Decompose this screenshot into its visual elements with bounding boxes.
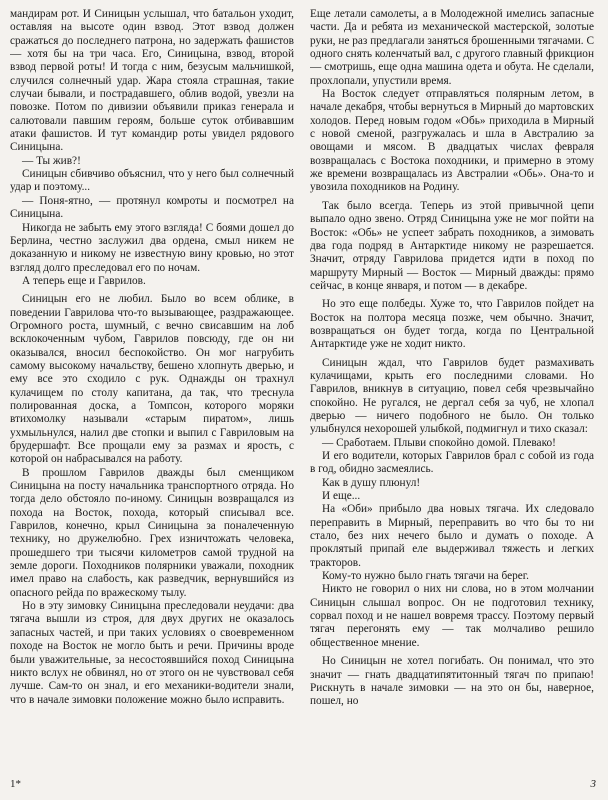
paragraph: На «Оби» прибыло два новых тягача. Их следовало переправить в Мирный, переправить во что бы то ни стало, без них нечего было и думать о походе. А проклятый припай еле выдерживал тяжесть и легких тракторов. — [310, 503, 594, 569]
paragraph: — Ты жив?! — [22, 154, 81, 167]
paragraph: Синицын ждал, что Гаврилов будет размахивать кулачищами, крыть его последними словами. Но Гаврилов, вникнув в ситуацию, повел себя чрезвычайно спокойно. Не ругался, не дергал себя за чуб, не хлопал дверью — ничего подобного не было. Он только улыбнулся нехорошей улыбкой, подмигнул и тихо сказал: — [310, 356, 594, 436]
paragraph: Так было всегда. Теперь из этой привычной цепи выпало одно звено. Отряд Синицына уже не мог пойти на Восток: «Обь» не успеет забрать походников, а зимовать два года подряд в Антарктиде никому не разрешается. Значит, отряду Гаврилова придется идти в поход по маршруту Мирный — Восток — Мирный дважды: прямо сейчас, в конце января, и потом — в декабре. — [310, 199, 594, 292]
paragraph: Синицын его не любил. Было во всем облике, в поведении Гаврилова что-то вызывающее, раздражающее. Огромного роста, шумный, с вечно свисавшим на лоб всклокоченным чубом, Гаврилов повсюду, где он ни оказывался, вносил беспокойство. Он мог нагрубить самому высокому начальству, бешено хлопнуть дверью, и ему все это сходило с рук. Однажды он трахнул кулачищем по столу капитана, да так, что треснула полированная доска, а Томпсон, которого моряки втихомолку называли «старым пиратом», лишь ухмыльнулся, налил две стопки и выпил с Гавриловым на брудершафт. Все прощали ему за размах и ярость, с которой он набрасывался на работу. — [10, 293, 294, 466]
paragraph: Синицын сбивчиво объяснил, что у него был солнечный удар и поэтому... — [10, 168, 294, 194]
paragraph: Но это еще полбеды. Хуже то, что Гаврилов пойдет на Восток на полтора месяца позже, чем обычно. Значит, возвращаться он будет тогда, когда по Центральной Антарктиде уже не ходит никто. — [310, 298, 594, 351]
magazine-page — [10, 8, 598, 788]
paragraph: На Восток следует отправляться полярным летом, в начале декабря, чтобы вернуться в Мирный до мартовских холодов. Перед новым годом «Обь» приходила в Мирный с новой сменой, разгружалась и шла в Австралию за овощами и мясом. В двадцатых числах февраля возвращалась с Востока походники, и примерно в этому же времени возвращалась из Австралии «Обь». Она-то и увозила походников на Родину. — [310, 88, 594, 194]
page-number: 3 — [590, 778, 596, 790]
left-column — [10, 8, 294, 776]
page-footer — [10, 778, 598, 794]
paragraph: А теперь еще и Гаврилов. — [22, 274, 146, 287]
paragraph: Но Синицын не хотел погибать. Он понимал, что это значит — гнать двадцатипятитонный тягач по припаю! Рискнуть в начале зимовки — на это он бы, наверное, пошел, но — [310, 655, 594, 708]
paragraph: Но в эту зимовку Синицына преследовали неудачи: два тягача вышли из строя, для двух других не оказалось запасных частей, и при таких условиях о своевременном походе на Восток не могло быть и речи. Причины вроде были уважительные, за несостоявшийся поход Синицына никто вслух не обвинял, но от этого он не чувствовал себя лучше. Сам-то он знал, и его механики-водители знали, что в начале зимовки положение можно было исправить. — [10, 600, 294, 706]
paragraph: Никогда не забыть ему этого взгляда! С боями дошел до Берлина, честно заслужил два ордена, смыл никем не доказанную и никому не известную вину кровью, но этот взгляд долго преследовал его по ночам. — [10, 221, 294, 274]
paragraph: — Поня-ятно, — протянул комроты и посмотрел на Синицына. — [10, 194, 294, 221]
paragraph: Никто не говорил о них ни слова, но в этом молчании Синицын слышал вопрос. Он не подготовил технику, сорвал поход и не нашел вовремя трассу. Поэтому первый тягач перегонять ему — так молчаливо решило общественное мнение. — [310, 583, 594, 649]
signature-mark: 1* — [10, 778, 21, 790]
paragraph: И его водители, которых Гаврилов брал с собой из года в год, обидно засмеялись. — [310, 450, 594, 476]
paragraph: Как в душу плюнул! — [322, 476, 421, 489]
paragraph: Кому-то нужно было гнать тягачи на берег. — [322, 570, 529, 583]
paragraph: — Сработаем. Плыви спокойно домой. Плевако! — [322, 436, 556, 449]
paragraph: мандирам рот. И Синицын услышал, что батальон уходит, оставляя на высоте один взвод. Этот взвод должен сражаться до последнего патрона, но задержать фашистов — хотя бы на три часа. Его, Синицына, взвод, второй взвод первой роты! И тогда с ним, безусым мальчишкой, случился солнечный удар. Жара стояла страшная, такие случаи бывали, и пострадавшего, облив водой, увезли на повозке. Потом по дивизии объявили приказ генерала и салютовали павшим героям, больше суток отбивавшим атаки фашистов. И тут командир роты увидел рядового Синицына. — [10, 8, 294, 154]
right-column — [310, 8, 594, 776]
paragraph: В прошлом Гаврилов дважды был сменщиком Синицына на посту начальника транспортного отряда. Но тогда дело обстояло по-иному. Синицын возвращался из похода на Восток, похода, который списывал все. Гаврилов, конечно, крыл Синицына за поналеченную технику, но дружелюбно. Грех изничтожать человека, прошедшего три тысячи километров самой трудной на земле дороги. Походников полярники уважали, походник имел право на слабость, как разведчик, вернувшийся из опасного рейда по вражескому тылу. — [10, 466, 294, 599]
paragraph: И еще... — [322, 490, 361, 503]
paragraph: Еще летали самолеты, а в Молодежной имелись запасные части. Да и ребята из механической мастерской, золотые руки, не раз предлагали заняться брошенными тягачами. С одного снять коленчатый вал, с другого главный фрикцион — смотришь, еще одна машина одета и обута. Не сделали, прохлопали, упустили время. — [310, 8, 594, 87]
